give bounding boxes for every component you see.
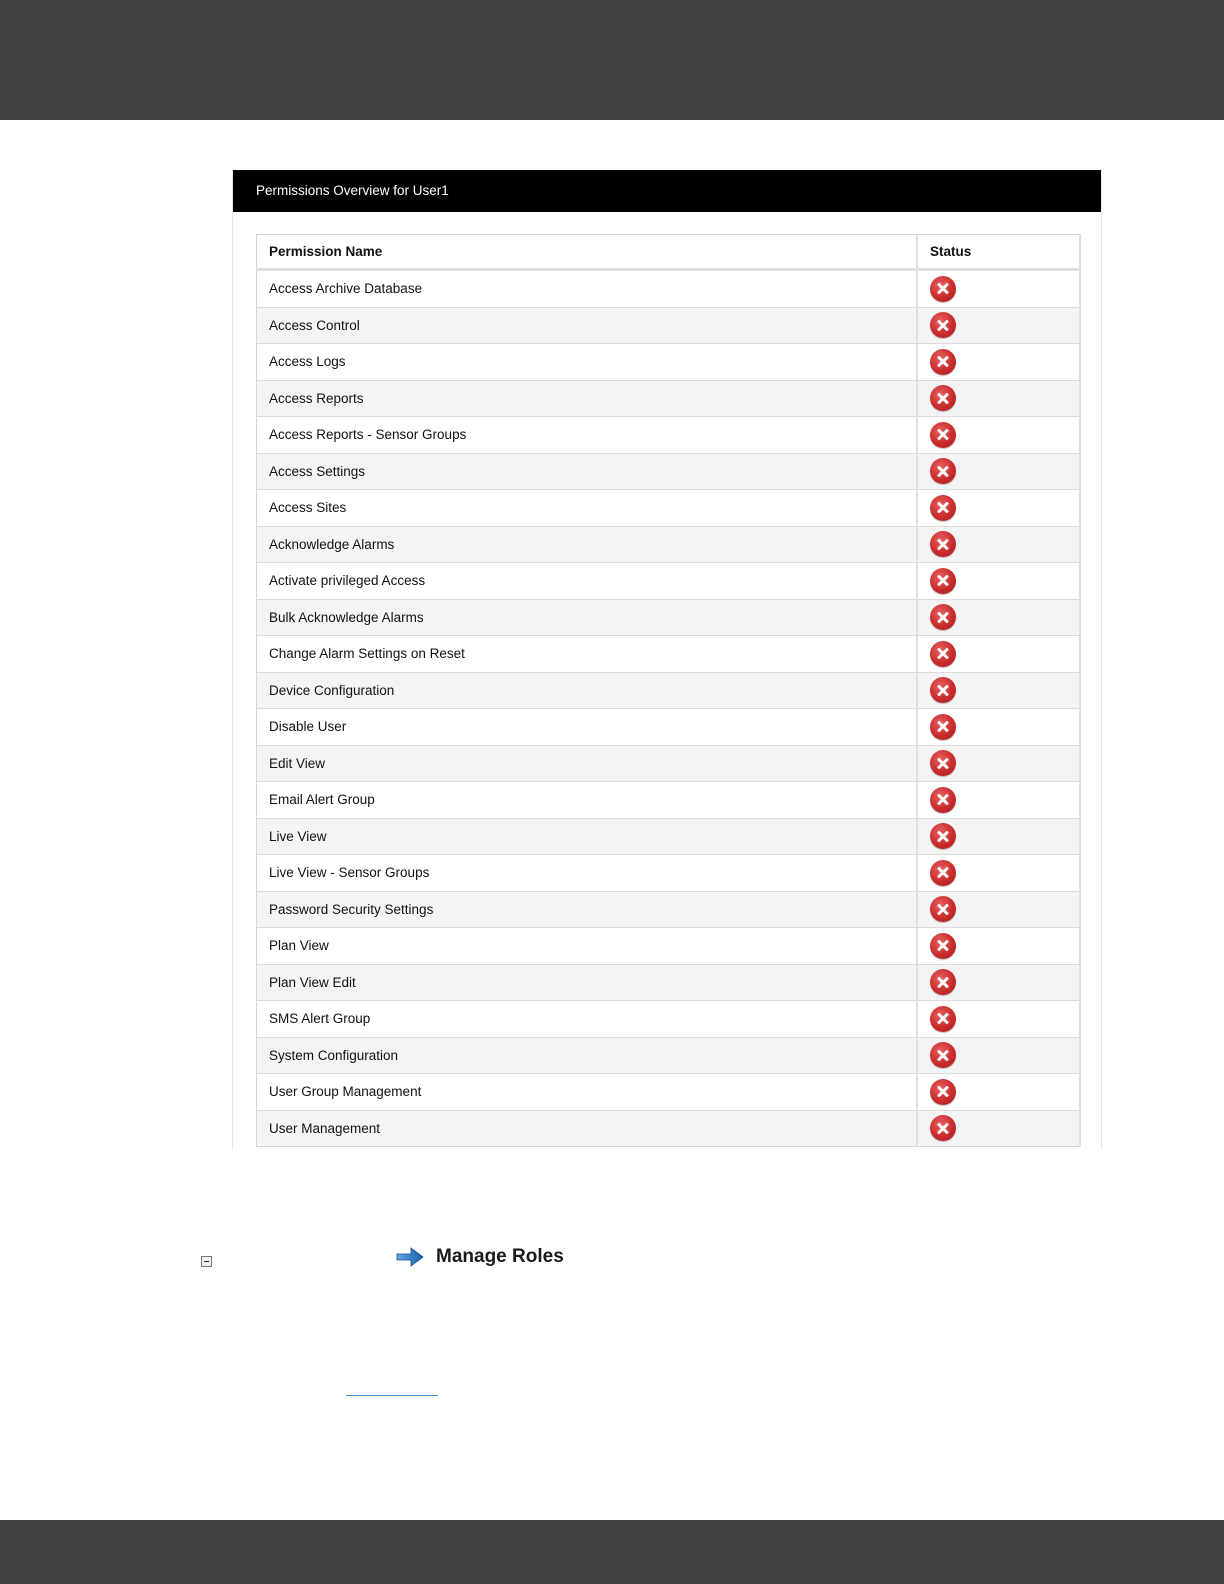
- status-cell: [917, 1110, 1080, 1147]
- permissions-table: [256, 234, 1081, 1147]
- status-cell: [917, 1037, 1080, 1074]
- permission-name: Acknowledge Alarms: [257, 526, 918, 563]
- bottom-bar: [0, 1520, 1224, 1584]
- x-circle-icon: [930, 349, 956, 375]
- x-circle-icon: [930, 495, 956, 521]
- permission-name: Disable User: [257, 709, 918, 746]
- table-row: [257, 928, 1081, 965]
- status-cell: [917, 1074, 1080, 1111]
- table-row: [257, 1074, 1081, 1111]
- x-circle-icon: [930, 1042, 956, 1068]
- permissions-panel: [232, 170, 1102, 1150]
- arrow-right-icon: [396, 1246, 424, 1268]
- table-row: [257, 417, 1081, 454]
- x-circle-icon: [930, 641, 956, 667]
- table-header-row: [257, 235, 1081, 270]
- permission-name: Plan View Edit: [257, 964, 918, 1001]
- table-row: [257, 855, 1081, 892]
- permissions-table-body: [257, 270, 1081, 1147]
- manage-roles-label: Manage Roles: [436, 1246, 564, 1267]
- table-row: [257, 526, 1081, 563]
- permission-name: Plan View: [257, 928, 918, 965]
- status-cell: [917, 782, 1080, 819]
- x-circle-icon: [930, 787, 956, 813]
- table-row: [257, 964, 1081, 1001]
- x-circle-icon: [930, 714, 956, 740]
- status-cell: [917, 855, 1080, 892]
- permission-name: Access Reports - Sensor Groups: [257, 417, 918, 454]
- panel-title: Permissions Overview for User1: [233, 170, 1101, 212]
- table-row: [257, 563, 1081, 600]
- table-row: [257, 818, 1081, 855]
- status-cell: [917, 453, 1080, 490]
- table-row: [257, 1110, 1081, 1147]
- status-cell: [917, 490, 1080, 527]
- status-cell: [917, 964, 1080, 1001]
- permission-name: Live View: [257, 818, 918, 855]
- status-cell: [917, 928, 1080, 965]
- manage-roles-heading: [396, 1244, 564, 1270]
- permission-name: Email Alert Group: [257, 782, 918, 819]
- table-row: [257, 1037, 1081, 1074]
- status-cell: [917, 270, 1080, 308]
- permission-name: Access Settings: [257, 453, 918, 490]
- table-row: [257, 307, 1081, 344]
- permission-name: Change Alarm Settings on Reset: [257, 636, 918, 673]
- table-row: [257, 672, 1081, 709]
- permission-name: Edit View: [257, 745, 918, 782]
- status-cell: [917, 1001, 1080, 1038]
- x-circle-icon: [930, 1006, 956, 1032]
- permission-name: Live View - Sensor Groups: [257, 855, 918, 892]
- status-cell: [917, 380, 1080, 417]
- permission-name: User Group Management: [257, 1074, 918, 1111]
- table-row: [257, 453, 1081, 490]
- column-header-permission-name: Permission Name: [257, 235, 918, 270]
- x-circle-icon: [930, 568, 956, 594]
- table-row: [257, 490, 1081, 527]
- x-circle-icon: [930, 604, 956, 630]
- table-row: [257, 636, 1081, 673]
- x-circle-icon: [930, 933, 956, 959]
- permission-name: Password Security Settings: [257, 891, 918, 928]
- status-cell: [917, 818, 1080, 855]
- status-cell: [917, 599, 1080, 636]
- status-cell: [917, 709, 1080, 746]
- x-circle-icon: [930, 1079, 956, 1105]
- column-header-status: Status: [917, 235, 1080, 270]
- permission-name: Access Control: [257, 307, 918, 344]
- permission-name: Device Configuration: [257, 672, 918, 709]
- status-cell: [917, 745, 1080, 782]
- table-row: [257, 891, 1081, 928]
- table-row: [257, 782, 1081, 819]
- table-row: [257, 709, 1081, 746]
- permission-name: Access Logs: [257, 344, 918, 381]
- permission-name: Access Sites: [257, 490, 918, 527]
- status-cell: [917, 526, 1080, 563]
- table-row: [257, 344, 1081, 381]
- permission-name: User Management: [257, 1110, 918, 1147]
- x-circle-icon: [930, 385, 956, 411]
- x-circle-icon: [930, 750, 956, 776]
- x-circle-icon: [930, 823, 956, 849]
- status-cell: [917, 563, 1080, 600]
- table-row: [257, 745, 1081, 782]
- status-cell: [917, 417, 1080, 454]
- status-cell: [917, 672, 1080, 709]
- status-cell: [917, 891, 1080, 928]
- table-row: [257, 599, 1081, 636]
- status-cell: [917, 636, 1080, 673]
- status-cell: [917, 344, 1080, 381]
- x-circle-icon: [930, 1115, 956, 1141]
- permission-name: Activate privileged Access: [257, 563, 918, 600]
- permission-name: Access Reports: [257, 380, 918, 417]
- x-circle-icon: [930, 677, 956, 703]
- x-circle-icon: [930, 896, 956, 922]
- x-circle-icon: [930, 422, 956, 448]
- x-circle-icon: [930, 458, 956, 484]
- table-row: [257, 270, 1081, 308]
- permission-name: Access Archive Database: [257, 270, 918, 308]
- status-cell: [917, 307, 1080, 344]
- link-underline[interactable]: [346, 1395, 438, 1396]
- x-circle-icon: [930, 276, 956, 302]
- x-circle-icon: [930, 969, 956, 995]
- permission-name: SMS Alert Group: [257, 1001, 918, 1038]
- table-row: [257, 380, 1081, 417]
- x-circle-icon: [930, 531, 956, 557]
- permission-name: Bulk Acknowledge Alarms: [257, 599, 918, 636]
- permission-name: System Configuration: [257, 1037, 918, 1074]
- table-row: [257, 1001, 1081, 1038]
- top-bar: [0, 0, 1224, 120]
- x-circle-icon: [930, 860, 956, 886]
- minus-box-icon[interactable]: [201, 1256, 212, 1267]
- x-circle-icon: [930, 312, 956, 338]
